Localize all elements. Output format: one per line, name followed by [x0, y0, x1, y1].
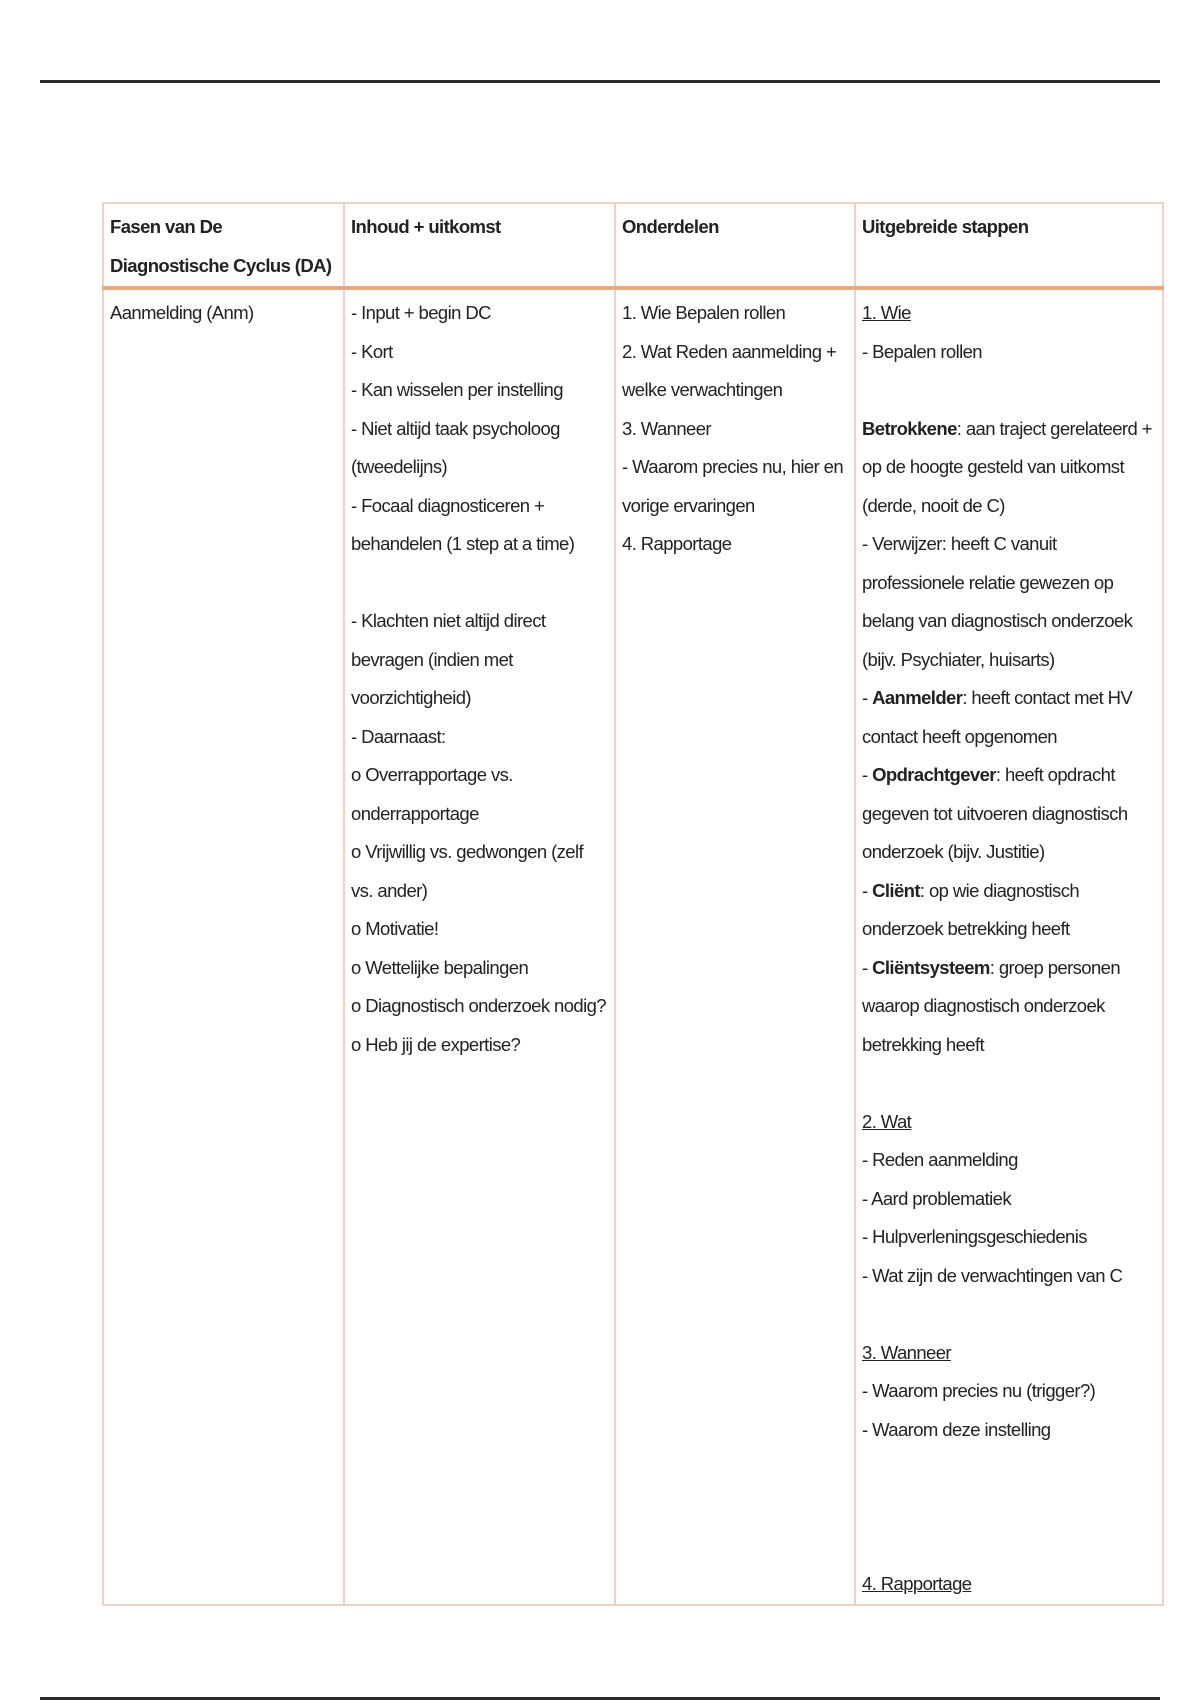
spacer: [862, 1449, 1156, 1565]
spacer: [862, 1295, 1156, 1334]
list-item: - Waarom precies nu (trigger?): [862, 1380, 1096, 1401]
list-item: - Daarnaast:: [351, 725, 446, 747]
header-phases: Fasen van De Diagnostische Cyclus (DA): [103, 203, 344, 288]
clientsysteem-item: [862, 949, 1156, 1065]
header-onderdelen: Onderdelen: [615, 203, 855, 288]
bullet: -: [862, 687, 873, 708]
client-item: [862, 872, 1156, 949]
list-item: o Overrapportage vs. onderrapportage: [351, 764, 513, 824]
list-item: o Wettelijke bepalingen: [351, 956, 529, 978]
spacer: [862, 1064, 1156, 1103]
bullet: -: [862, 879, 873, 901]
cell-onderdelen: [615, 288, 855, 1605]
list-item: - Waarom deze instelling: [862, 1418, 1051, 1440]
list-item: 3. Wanneer: [622, 417, 711, 439]
list-item: 1. Wie Bepalen rollen: [622, 302, 786, 323]
list-item: - Input + begin DC: [351, 302, 491, 323]
table-row: [103, 288, 1163, 1605]
cell-stappen: [855, 288, 1163, 1605]
list-item: 4. Rapportage: [622, 533, 732, 554]
header-inhoud: Inhoud + uitkomst: [344, 203, 615, 288]
client-text: : op wie diagnostisch onderzoek betrekking heeft: [862, 879, 1080, 939]
list-item: - Wat zijn de verwachtingen van C: [862, 1264, 1123, 1286]
term-client: Cliënt: [872, 879, 920, 901]
list-item: - Kort: [351, 340, 393, 362]
aanmelder-item: [862, 679, 1156, 756]
term-clientsysteem: Cliëntsysteem: [872, 956, 990, 978]
list-item: o Heb jij de expertise?: [351, 1033, 521, 1055]
term-opdrachtgever: Opdrachtgever: [872, 764, 996, 785]
verwijzer-item: - Verwijzer: heeft C vanuit professionele relatie gewezen op belang van diagnostisch onderzoek (bijv. Psychiater, huisarts): [862, 533, 1133, 670]
list-item: - Aard problematiek: [862, 1187, 1012, 1209]
list-item: - Kan wisselen per instelling: [351, 379, 563, 400]
cell-inhoud: [344, 288, 615, 1605]
bullet: -: [862, 956, 873, 978]
clientsysteem-text: : groep personen waarop diagnostisch onderzoek betrekking heeft: [862, 956, 1121, 1055]
opdrachtgever-text: : heeft opdracht gegeven tot uitvoeren diagnostisch onderzoek (bijv. Justitie): [862, 764, 1128, 862]
list-item: - Bepalen rollen: [862, 340, 982, 362]
term-betrokkene: Betrokkene: [862, 417, 957, 439]
table-header-row: [103, 203, 1163, 288]
list-item: o Diagnostisch onderzoek nodig?: [351, 995, 606, 1016]
header-stappen: Uitgebreide stappen: [855, 203, 1163, 288]
section-heading-wat: 2. Wat: [862, 1110, 912, 1132]
section-heading-wanneer: 3. Wanneer: [862, 1341, 951, 1363]
list-item: - Waarom precies nu, hier en vorige ervaringen: [622, 456, 844, 516]
phase-name: Aanmelding (Anm): [110, 302, 254, 323]
list-item: - Niet altijd taak psycholoog (tweedelijns): [351, 417, 560, 477]
list-item: - Hulpverleningsgeschiedenis: [862, 1226, 1087, 1247]
betrokkene-item: [862, 410, 1156, 526]
top-rule: [40, 80, 1160, 83]
betrokkene-text: : aan traject gerelateerd + op de hoogte gesteld van uitkomst (derde, nooit de C): [862, 417, 1152, 516]
aanmelder-text: : heeft contact met HV contact heeft opgenomen: [862, 687, 1133, 747]
spacer: [862, 371, 1156, 410]
list-item: - Focaal diagnosticeren + behandelen (1 step at a time): [351, 494, 575, 554]
list-item: 2. Wat Reden aanmelding + welke verwachtingen: [622, 340, 837, 400]
term-aanmelder: Aanmelder: [872, 687, 963, 708]
list-item: o Motivatie!: [351, 918, 439, 939]
section-heading-wie: 1. Wie: [862, 302, 911, 323]
list-item: - Reden aanmelding: [862, 1149, 1018, 1170]
cell-phase: [103, 288, 344, 1605]
section-heading-rapportage: 4. Rapportage: [862, 1573, 972, 1594]
opdrachtgever-item: [862, 756, 1156, 872]
spacer: [351, 564, 608, 603]
bullet: -: [862, 764, 873, 785]
phases-table: [102, 202, 1164, 1606]
list-item: - Klachten niet altijd direct bevragen (indien met voorzichtigheid): [351, 610, 546, 708]
list-item: o Vrijwillig vs. gedwongen (zelf vs. ander): [351, 841, 584, 901]
